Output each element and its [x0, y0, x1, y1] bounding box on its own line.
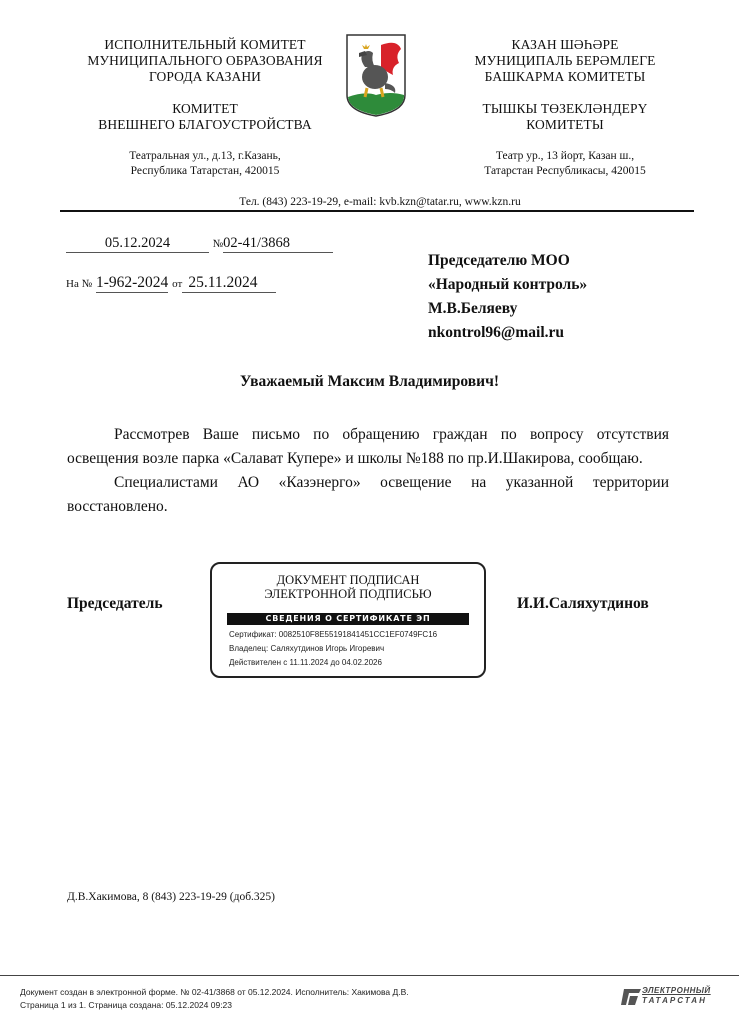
header-divider	[60, 210, 694, 212]
letter-body	[67, 423, 669, 519]
letterhead-right	[430, 37, 700, 133]
logo-text	[642, 986, 711, 1006]
stamp-certificate-header: СВЕДЕНИЯ О СЕРТИФИКАТЕ ЭП	[227, 613, 469, 625]
executor-info: Д.В.Хакимова, 8 (843) 223-19-29 (доб.325)	[67, 891, 276, 903]
stamp-title-line: ЭЛЕКТРОННОЙ ПОДПИСЬЮ	[264, 587, 432, 601]
address-line: Театральная ул., д.13, г.Казань,	[129, 150, 281, 162]
electronic-tatarstan-logo-icon	[620, 987, 642, 1007]
stamp-owner: Владелец: Саляхутдинов Игорь Игоревич	[229, 644, 385, 653]
signatory-name: И.И.Саляхутдинов	[517, 595, 649, 612]
stamp-title-line: ДОКУМЕНТ ПОДПИСАН	[276, 573, 420, 587]
e-signature-stamp	[210, 562, 486, 678]
footer-divider	[0, 975, 739, 976]
electronic-tatarstan-logo	[620, 986, 720, 1008]
org-name-line: ИСПОЛНИТЕЛЬНЫЙ КОМИТЕТ	[104, 37, 306, 52]
letterhead-left	[60, 37, 350, 133]
stamp-certificate: Сертификат: 0082510F8E55191841451CC1EF0749FC16	[229, 630, 438, 639]
ref-date: 25.11.2024	[182, 274, 275, 293]
contacts-line: Тел. (843) 223-19-29, e-mail: kvb.kzn@tatar.ru, www.kzn.ru	[239, 196, 521, 208]
body-paragraph: Рассмотрев Ваше письмо по обращению граждан по вопросу отсутствия освещения возле парка «Салават Купере» и школы №188 по пр.И.Шакирова, сообщаю.	[67, 426, 669, 467]
dept-name-line: ТЫШКЫ ТӨЗЕКЛӘНДЕРҮ	[482, 101, 648, 116]
footer-info	[20, 986, 409, 1012]
number-sign: №	[212, 238, 224, 250]
address-line: Театр ур., 13 йорт, Казан ш.,	[495, 150, 635, 162]
outgoing-date: 05.12.2024	[66, 235, 209, 253]
addressee-line: Председателю МОО	[428, 252, 570, 269]
org-name-line: БАШКАРМА КОМИТЕТЫ	[484, 69, 646, 84]
stamp-validity: Действителен с 11.11.2024 до 04.02.2026	[229, 658, 382, 667]
org-name-line: ГОРОДА КАЗАНИ	[148, 69, 262, 84]
addressee-line: «Народный контроль»	[428, 276, 588, 293]
footer-line: Страница 1 из 1. Страница создана: 05.12.2024 09:23	[20, 1000, 233, 1010]
address-left	[60, 149, 350, 179]
signatory-title: Председатель	[67, 595, 163, 612]
logo-line: ЭЛЕКТРОННЫЙ	[642, 986, 711, 995]
address-line: Республика Татарстан, 420015	[130, 165, 280, 177]
dept-name-line: КОМИТЕТЫ	[526, 117, 604, 132]
org-name-line: КАЗАН ШӘҺӘРЕ	[511, 37, 619, 52]
ref-number: 1-962-2024	[95, 274, 169, 291]
outgoing-number: 02-41/3868	[223, 235, 333, 253]
stamp-title	[212, 573, 484, 601]
kazan-coat-of-arms-icon	[345, 33, 407, 117]
address-line: Татарстан Республикасы, 420015	[484, 165, 646, 177]
dept-name-line: ВНЕШНЕГО БЛАГОУСТРОЙСТВА	[98, 117, 312, 132]
addressee-line: М.В.Беляеву	[428, 300, 518, 317]
logo-line: ТАТАРСТАН	[642, 996, 707, 1005]
addressee-block	[428, 249, 587, 345]
reference-registration	[66, 274, 276, 293]
ref-prefix: На №	[66, 278, 93, 290]
ref-from-label: от	[172, 278, 183, 290]
outgoing-registration	[66, 235, 333, 253]
address-right	[430, 149, 700, 179]
addressee-email: nkontrol96@mail.ru	[428, 324, 564, 341]
body-paragraph: Специалистами АО «Казэнерго» освещение на указанной территории восстановлено.	[67, 474, 669, 515]
dept-name-line: КОМИТЕТ	[172, 101, 238, 116]
greeting: Уважаемый Максим Владимирович!	[240, 373, 499, 390]
org-name-line: МУНИЦИПАЛЬНОГО ОБРАЗОВАНИЯ	[87, 53, 323, 68]
footer-line: Документ создан в электронной форме. № 02-41/3868 от 05.12.2024. Исполнитель: Хакимова Д.В.	[20, 987, 409, 997]
org-name-line: МУНИЦИПАЛЬ БЕРӘМЛЕГЕ	[474, 53, 656, 68]
